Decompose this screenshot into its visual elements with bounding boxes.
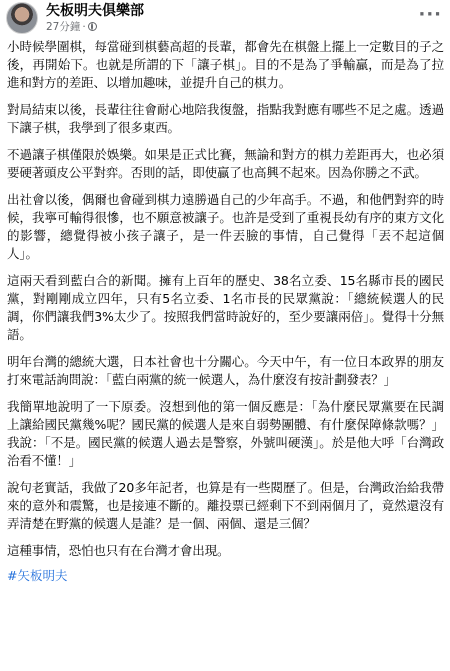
post-paragraph: 明年台灣的總統大選，日本社會也十分關心。今天中午，有一位日本政界的朋友打來電話詢問說：「藍白兩黨的統一候選人，為什麼沒有按計劃發表？」 <box>7 354 444 387</box>
hashtag-link[interactable]: #矢板明夫 <box>7 568 68 583</box>
globe-icon <box>88 22 97 31</box>
post-paragraph: 我簡單地說明了一下原委。沒想到他的第一個反應是：「為什麼民眾黨要在民調上讓給國民黨幾%呢？國民黨的候選人是來自弱勢團體、有什麼保障條款嗎？」我說：「不是。國民黨的候選人過去是警察，外號叫硬漢」。於是他大呼「台灣政治看不懂！」 <box>7 399 444 468</box>
post-timestamp[interactable]: 27分鐘 <box>46 21 81 33</box>
post-paragraph: 說句老實話，我做了20多年記者，也算是有一些閱歷了。但是，台灣政治給我帶來的意外和震驚，也是接連不斷的。離投票已經剩下不到兩個月了，竟然還沒有弄清楚在野黨的候選人是誰？是一個、兩個、還是三個？ <box>7 480 444 531</box>
page-name[interactable]: 矢板明夫俱樂部 <box>46 3 144 19</box>
post-paragraph: 小時候學圍棋，每當碰到棋藝高超的長輩，都會先在棋盤上擺上一定數目的子之後，再開始下。也就是所謂的下「讓子棋」。目的不是為了爭輸贏，而是為了拉進和對方的差距、以增加趣味，並提升自己的棋力。 <box>7 39 444 90</box>
post-meta <box>46 21 97 34</box>
post-header <box>0 0 450 38</box>
post-paragraph: 對局結束以後，長輩往往會耐心地陪我復盤，指點我對應有哪些不足之處。透過下讓子棋，我學到了很多東西。 <box>7 102 444 135</box>
post-paragraph: 不過讓子棋僅限於娛樂。如果是正式比賽，無論和對方的棋力差距再大，也必須要硬著頭皮公平對弈。否則的話，即使贏了也高興不起來。因為你勝之不武。 <box>7 147 444 180</box>
post-paragraph: 這兩天看到藍白合的新聞。擁有上百年的歷史、38名立委、15名縣市長的國民黨，對剛剛成立四年，只有5名立委、1名市長的民眾黨說：「總統候選人的民調，你們讓我們3%太少了。按照我們當時說好的，至少要讓兩倍」。覺得十分無語。 <box>7 273 444 342</box>
more-options-button[interactable]: ··· <box>418 4 442 25</box>
post-paragraph: 這種事情，恐怕也只有在台灣才會出現。 <box>7 543 230 558</box>
avatar[interactable] <box>6 2 38 34</box>
meta-separator: · <box>82 21 86 33</box>
post-body <box>0 38 450 585</box>
post-paragraph: 出社會以後，偶爾也會碰到棋力遠勝過自己的少年高手。不過，和他們對弈的時候，我寧可輸得很慘，也不願意被讓子。也許是受到了重視長幼有序的東方文化的影響，總覺得被小孩子讓子，是一件丟臉的事情，自己覺得「丟不起這個人」。 <box>7 192 444 261</box>
